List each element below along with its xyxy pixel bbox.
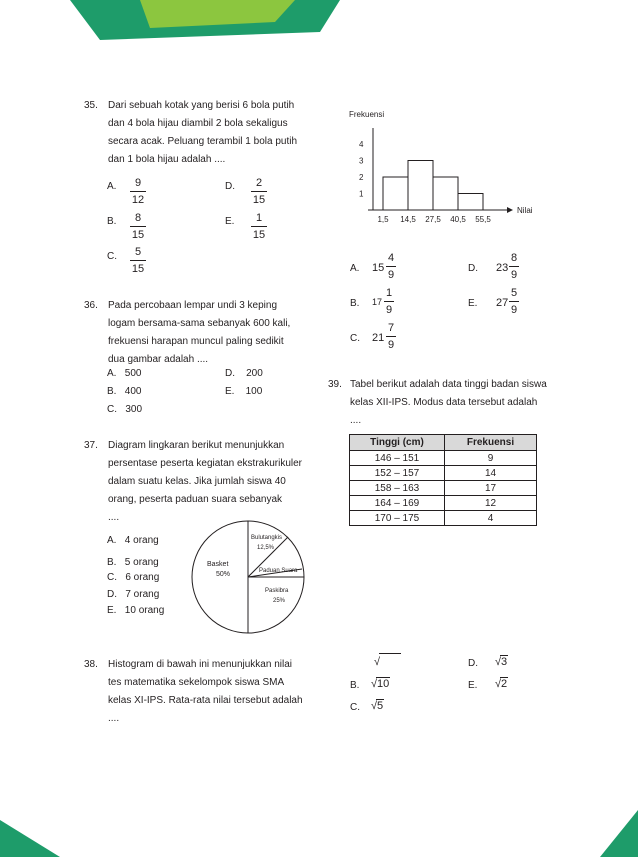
- option-d[interactable]: [225, 367, 263, 381]
- option-sqrt: √3: [495, 656, 508, 668]
- pie-pct-paskibra: 25%: [273, 598, 286, 604]
- option-label[interactable]: D.: [225, 181, 235, 192]
- option-fraction: [130, 246, 146, 276]
- option-fraction: [130, 212, 146, 242]
- histogram-bar: [433, 177, 458, 210]
- y-tick-label: 1: [359, 189, 364, 199]
- option-label: D.: [107, 589, 117, 600]
- question-line: ....: [108, 713, 120, 724]
- histogram-bar: [383, 177, 408, 210]
- x-tick-label: 14,5: [400, 215, 416, 224]
- table-header-row: [350, 435, 537, 451]
- partial-root-glyph: √: [374, 654, 401, 668]
- question-line: Pada percobaan lempar undi 3 keping: [108, 300, 278, 311]
- question-line: dan 1 bola hijau adalah ....: [108, 154, 226, 165]
- fraction-numerator: 2: [255, 177, 263, 189]
- question-number: 36.: [84, 300, 98, 311]
- question-line: ....: [350, 415, 362, 426]
- option-label: E.: [107, 605, 117, 616]
- question-line: orang, peserta paduan suara sebanyak: [108, 494, 283, 505]
- option-fraction: [386, 252, 396, 282]
- question-line: Diagram lingkaran berikut menunjukkan: [108, 440, 285, 451]
- table-cell: 146 – 151: [350, 451, 445, 466]
- question-number: 39.: [328, 379, 342, 390]
- y-tick-label: 4: [359, 140, 364, 149]
- question-line: kelas XI-IPS. Rata-rata nilai tersebut adalah: [108, 695, 303, 706]
- option-fraction: [509, 252, 519, 282]
- option-e[interactable]: [107, 604, 164, 618]
- pie-label-paduan: Paduan Suara: [259, 568, 298, 574]
- option-label[interactable]: B.: [107, 216, 117, 227]
- option-label: A.: [107, 368, 117, 379]
- table-row: [350, 451, 537, 466]
- option-a[interactable]: [107, 534, 159, 548]
- fraction-denominator: 9: [509, 301, 519, 317]
- option-d[interactable]: [107, 588, 159, 602]
- option-label[interactable]: B.: [350, 680, 360, 691]
- option-label: C.: [107, 572, 117, 583]
- option-a[interactable]: [107, 367, 141, 381]
- option-label[interactable]: B.: [350, 298, 360, 309]
- table-row: [350, 511, 537, 526]
- question-text: [350, 376, 568, 430]
- option-label: C.: [107, 404, 117, 415]
- mixed-whole: 21: [372, 332, 385, 344]
- histogram-bar: [408, 161, 433, 211]
- option-label: B.: [107, 557, 117, 568]
- option-fraction: [386, 322, 396, 352]
- option-fraction: [130, 177, 146, 207]
- height-frequency-table: [349, 434, 537, 526]
- option-fraction: [509, 287, 519, 317]
- pie-pct-bulutangkis: 12,5%: [257, 545, 275, 551]
- option-value: 100: [245, 386, 263, 397]
- option-e[interactable]: [225, 385, 262, 399]
- fraction-numerator: 8: [134, 212, 142, 224]
- radicand: 2: [501, 678, 508, 690]
- option-fraction: [384, 287, 394, 317]
- header-banner: [0, 0, 638, 40]
- question-line: kelas XII-IPS. Modus data tersebut adalah: [350, 397, 538, 408]
- column-header: Frekuensi: [445, 435, 537, 451]
- question-number: 37.: [84, 440, 98, 451]
- fraction-numerator: 5: [510, 287, 518, 299]
- fraction-numerator: 9: [134, 177, 142, 189]
- option-value: 5 orang: [124, 557, 159, 568]
- question-line: frekuensi harapan muncul paling sedikit: [108, 336, 284, 347]
- fraction-denominator: 15: [130, 260, 146, 276]
- question-number: 38.: [84, 659, 98, 670]
- table-cell: 152 – 157: [350, 466, 445, 481]
- question-line: tes matematika sekelompok siswa SMA: [108, 677, 285, 688]
- question-text: [108, 656, 310, 728]
- fraction-denominator: 15: [251, 191, 267, 207]
- mixed-whole: 15: [372, 262, 385, 274]
- fraction-numerator: 8: [510, 252, 518, 264]
- question-line: Histogram di bawah ini menunjukkan nilai: [108, 659, 292, 670]
- histogram-bar: [458, 194, 483, 211]
- option-c[interactable]: [107, 571, 159, 585]
- option-label: A.: [107, 535, 117, 546]
- mixed-whole: 23: [496, 262, 509, 274]
- pie-pct-basket: 50%: [216, 571, 231, 578]
- fraction-denominator: 9: [509, 266, 519, 282]
- mixed-whole: 17: [372, 297, 383, 307]
- pie-label-basket: Basket: [207, 561, 229, 568]
- question-line: dalam suatu kelas. Jika jumlah siswa 40: [108, 476, 286, 487]
- pie-chart: [185, 518, 315, 636]
- x-tick-label: 1,5: [377, 215, 389, 224]
- option-label[interactable]: C.: [107, 251, 117, 262]
- option-b[interactable]: [107, 385, 141, 399]
- x-axis-arrow: [507, 207, 513, 213]
- table-row: [350, 496, 537, 511]
- question-line: logam bersama-sama sebanyak 600 kali,: [108, 318, 291, 329]
- option-label[interactable]: C.: [350, 333, 360, 344]
- fraction-numerator: 1: [385, 287, 393, 299]
- fraction-numerator: 1: [255, 212, 263, 224]
- option-c[interactable]: [107, 403, 142, 417]
- table-cell: 14: [445, 466, 537, 481]
- option-sqrt: √10: [371, 678, 390, 690]
- pie-label-bulutangkis: Bulutangkis: [251, 535, 283, 541]
- option-fraction: [251, 177, 267, 207]
- question-text: [108, 297, 310, 369]
- fraction-numerator: 4: [387, 252, 395, 264]
- option-label[interactable]: E.: [225, 216, 235, 227]
- radicand: 5: [377, 700, 384, 712]
- x-tick-label: 40,5: [450, 215, 466, 224]
- x-tick-label: 55,5: [475, 215, 491, 224]
- fraction-numerator: 5: [134, 246, 142, 258]
- table-cell: 9: [445, 451, 537, 466]
- histogram-chart: [345, 100, 545, 230]
- y-axis-label: Frekuensi: [349, 110, 385, 119]
- fraction-denominator: 15: [130, 226, 146, 242]
- question-line: secara acak. Peluang terambil 1 bola putih: [108, 136, 298, 147]
- fraction-numerator: 7: [387, 322, 395, 334]
- option-value: 7 orang: [125, 589, 160, 600]
- y-tick-label: 3: [359, 156, 364, 166]
- option-label: B.: [107, 386, 117, 397]
- fraction-denominator: 9: [386, 336, 396, 352]
- fraction-denominator: 9: [386, 266, 396, 282]
- table-cell: 170 – 175: [350, 511, 445, 526]
- option-value: 4 orang: [124, 535, 159, 546]
- question-text: [108, 437, 310, 527]
- footer-right-shape: [600, 810, 638, 857]
- question-line: persentase peserta kegiatan ekstrakurikuler: [108, 458, 302, 469]
- table-row: [350, 466, 537, 481]
- option-value: 200: [246, 368, 263, 379]
- question-line: dan 4 bola hijau diambil 2 bola sekaligus: [108, 118, 288, 129]
- question-line: ....: [108, 512, 120, 523]
- radicand: 10: [377, 678, 390, 690]
- table-cell: 17: [445, 481, 537, 496]
- footer-banner: [0, 790, 638, 857]
- fraction-denominator: 9: [384, 301, 394, 317]
- option-label[interactable]: E.: [468, 680, 478, 691]
- table-cell: 12: [445, 496, 537, 511]
- pie-label-paskibra: Paskibra: [265, 588, 289, 594]
- footer-left-shape: [0, 820, 60, 857]
- question-line: Tabel berikut adalah data tinggi badan siswa: [350, 379, 547, 390]
- table-row: [350, 481, 537, 496]
- option-label: D.: [225, 368, 235, 379]
- option-label[interactable]: D.: [468, 263, 478, 274]
- fraction-denominator: 12: [130, 191, 146, 207]
- column-header: Tinggi (cm): [350, 435, 445, 451]
- option-value: 500: [124, 368, 142, 379]
- option-label[interactable]: E.: [468, 298, 478, 309]
- option-label[interactable]: A.: [107, 181, 117, 192]
- mixed-whole: 27: [496, 297, 509, 309]
- option-label: E.: [225, 386, 235, 397]
- x-axis-label: Nilai: [517, 206, 533, 215]
- option-value: 10 orang: [124, 605, 165, 616]
- option-value: 300: [125, 404, 143, 415]
- option-label[interactable]: C.: [350, 702, 360, 713]
- option-label[interactable]: A.: [350, 263, 360, 274]
- option-value: 6 orang: [125, 572, 160, 583]
- x-tick-label: 27,5: [425, 215, 441, 224]
- table-cell: 4: [445, 511, 537, 526]
- option-b[interactable]: [107, 556, 159, 570]
- question-number: 35.: [84, 100, 98, 111]
- fraction-denominator: 15: [251, 226, 267, 242]
- option-sqrt: √5: [371, 700, 384, 712]
- option-value: 400: [124, 386, 142, 397]
- table-cell: 164 – 169: [350, 496, 445, 511]
- table-cell: 158 – 163: [350, 481, 445, 496]
- question-line: dua gambar adalah ....: [108, 354, 209, 365]
- option-sqrt: √2: [495, 678, 508, 690]
- question-text: [108, 97, 310, 169]
- radicand: 3: [501, 656, 508, 668]
- question-line: Dari sebuah kotak yang berisi 6 bola putih: [108, 100, 295, 111]
- y-tick-label: 2: [359, 173, 364, 182]
- option-label[interactable]: D.: [468, 658, 478, 669]
- option-fraction: [251, 212, 267, 242]
